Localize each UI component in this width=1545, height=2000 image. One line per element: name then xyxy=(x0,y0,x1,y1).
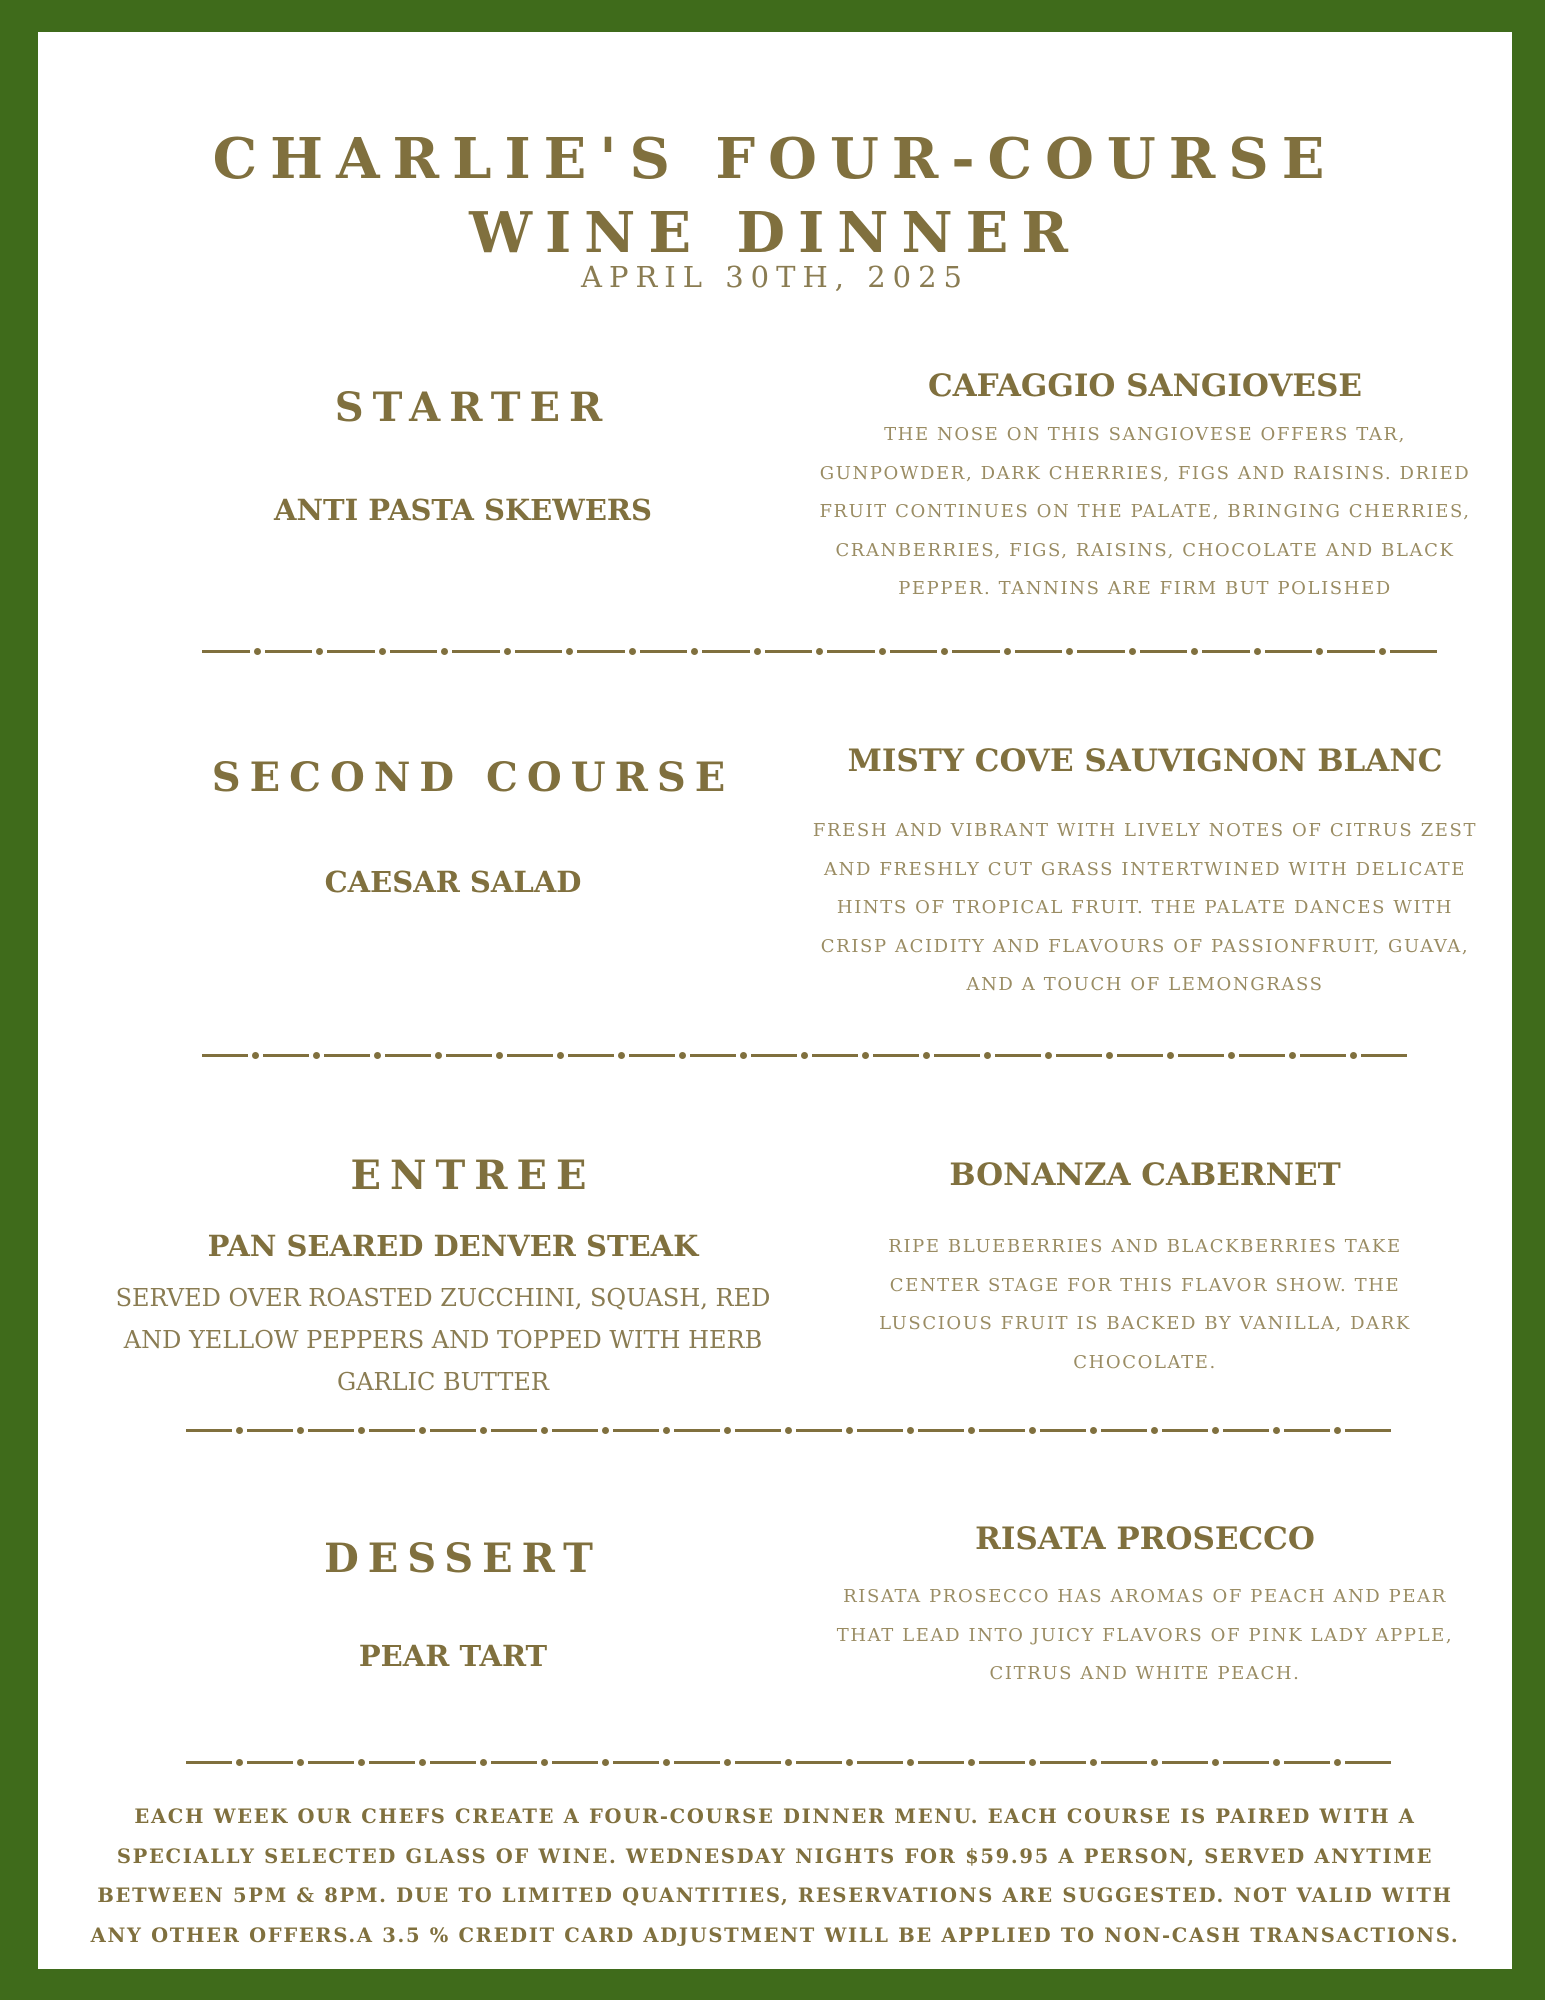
divider-dot xyxy=(629,648,636,655)
divider-dot xyxy=(1316,648,1323,655)
divider-dot xyxy=(254,648,261,655)
divider-dot xyxy=(1334,1427,1341,1434)
wine-name: CAFAGGIO SANGIOVESE xyxy=(927,368,1363,404)
divider-dot xyxy=(1212,1427,1219,1434)
divider-dot xyxy=(1151,1427,1158,1434)
divider-line xyxy=(1345,1761,1391,1764)
divider-dot xyxy=(923,1052,930,1059)
menu-title-line-1: CHARLIE'S FOUR-COURSE xyxy=(212,126,1338,192)
divider-line xyxy=(308,1429,354,1432)
divider-dot xyxy=(1228,1052,1235,1059)
divider-dot xyxy=(1212,1759,1219,1766)
divider-line xyxy=(890,650,938,653)
divider-line xyxy=(1265,650,1313,653)
divider-dot xyxy=(358,1759,365,1766)
divider-line xyxy=(918,1429,964,1432)
divider-line xyxy=(577,650,625,653)
divider-line xyxy=(1284,1429,1330,1432)
divider-line xyxy=(812,1054,858,1057)
divider-line xyxy=(1390,650,1438,653)
divider-line xyxy=(552,1761,598,1764)
divider-line xyxy=(265,650,313,653)
divider-line xyxy=(1223,1429,1269,1432)
divider xyxy=(202,1053,1407,1057)
divider-line xyxy=(827,650,875,653)
divider-dot xyxy=(1045,1052,1052,1059)
divider-line xyxy=(515,650,563,653)
divider-dot xyxy=(236,1427,243,1434)
divider-dot xyxy=(1090,1759,1097,1766)
divider-line xyxy=(202,650,250,653)
divider-line xyxy=(857,1761,903,1764)
divider-line xyxy=(1040,1761,1086,1764)
divider-line xyxy=(873,1054,919,1057)
divider-dot xyxy=(541,1427,548,1434)
divider-dot xyxy=(496,1052,503,1059)
divider-dot xyxy=(907,1759,914,1766)
divider-line xyxy=(1178,1054,1224,1057)
divider-line xyxy=(979,1429,1025,1432)
divider-line xyxy=(796,1761,842,1764)
divider-dot xyxy=(1379,648,1386,655)
divider-dot xyxy=(879,648,886,655)
divider-line xyxy=(735,1761,781,1764)
divider xyxy=(186,1428,1391,1432)
divider-dot xyxy=(602,1759,609,1766)
divider-dot xyxy=(419,1759,426,1766)
divider-line xyxy=(308,1761,354,1764)
divider-line xyxy=(491,1429,537,1432)
divider-dot xyxy=(1066,648,1073,655)
divider-line xyxy=(1327,650,1375,653)
divider-dot xyxy=(602,1427,609,1434)
divider-dot xyxy=(435,1052,442,1059)
event-date: APRIL 30TH, 2025 xyxy=(581,260,969,294)
divider-dot xyxy=(907,1427,914,1434)
divider-dot xyxy=(1106,1052,1113,1059)
wine-notes: RIPE BLUEBERRIES AND BLACKBERRIES TAKE CENTER STAGE FOR THIS FLAVOR SHOW. THE LUSCIOUS FRUIT IS BACKED BY VANILLA, DARK CHOCOLATE. xyxy=(879,1236,1411,1373)
dish-name: PEAR TART xyxy=(358,1639,548,1673)
divider-dot xyxy=(566,648,573,655)
divider-dot xyxy=(1289,1052,1296,1059)
divider-line xyxy=(452,650,500,653)
divider-dot xyxy=(724,1759,731,1766)
divider-line xyxy=(1162,1429,1208,1432)
divider-dot xyxy=(1254,648,1261,655)
divider xyxy=(186,1760,1391,1764)
divider-dot xyxy=(297,1759,304,1766)
divider-dot xyxy=(236,1759,243,1766)
divider-line xyxy=(1101,1429,1147,1432)
divider-dot xyxy=(1273,1427,1280,1434)
divider-line xyxy=(552,1429,598,1432)
divider-dot xyxy=(754,648,761,655)
divider-dot xyxy=(379,648,386,655)
divider-dot xyxy=(1029,1759,1036,1766)
divider-line xyxy=(263,1054,309,1057)
divider-line xyxy=(327,650,375,653)
divider-dot xyxy=(724,1427,731,1434)
divider-line xyxy=(934,1054,980,1057)
divider-dot xyxy=(679,1052,686,1059)
divider-dot xyxy=(374,1052,381,1059)
divider-dot xyxy=(316,648,323,655)
divider-line xyxy=(702,650,750,653)
divider-line xyxy=(629,1054,675,1057)
divider-dot xyxy=(358,1427,365,1434)
divider-dot xyxy=(480,1759,487,1766)
wine-name: MISTY COVE SAUVIGNON BLANC xyxy=(847,743,1443,779)
divider-line xyxy=(1015,650,1063,653)
divider-dot xyxy=(1004,648,1011,655)
divider-dot xyxy=(968,1759,975,1766)
divider-line xyxy=(1140,650,1188,653)
divider-dot xyxy=(785,1759,792,1766)
dish-description: SERVED OVER ROASTED ZUCCHINI, SQUASH, RED AND YELLOW PEPPERS AND TOPPED WITH HERB GARLIC BUTTER xyxy=(115,1284,771,1396)
course-heading: STARTER xyxy=(334,384,612,431)
course-heading: ENTREE xyxy=(350,1152,596,1199)
divider-line xyxy=(390,650,438,653)
divider-dot xyxy=(846,1427,853,1434)
divider-dot xyxy=(663,1427,670,1434)
divider-line xyxy=(430,1761,476,1764)
dish-name: CAESAR SALAD xyxy=(324,865,582,899)
divider-dot xyxy=(313,1052,320,1059)
divider-line xyxy=(1101,1761,1147,1764)
divider-line xyxy=(568,1054,614,1057)
divider-dot xyxy=(441,648,448,655)
divider-line xyxy=(1300,1054,1346,1057)
divider-dot xyxy=(941,648,948,655)
divider-dot xyxy=(816,648,823,655)
divider-line xyxy=(796,1429,842,1432)
divider-line xyxy=(247,1429,293,1432)
divider-dot xyxy=(480,1427,487,1434)
wine-notes: FRESH AND VIBRANT WITH LIVELY NOTES OF CITRUS ZEST AND FRESHLY CUT GRASS INTERTWINED WITH DELICATE HINTS OF TROPICAL FRUIT. THE PALATE DANCES WITH CRISP ACIDITY AND FLAVOURS OF PASSIONFRUIT, GUAVA, AND A TOUCH OF LEMONGRASS xyxy=(812,820,1478,996)
divider-line xyxy=(995,1054,1041,1057)
footer-notice: EACH WEEK OUR CHEFS CREATE A FOUR-COURSE DINNER MENU. EACH COURSE IS PAIRED WITH A SPECIALLY SELECTED GLASS OF WINE. WEDNESDAY NIGHTS FOR $59.95 A PERSON, SERVED ANYTIME BETWEEN 5PM & 8PM. DUE TO LIMITED QUANTITIES, RESERVATIONS ARE SUGGESTED. NOT VALID WITH ANY OTHER OFFERS.A 3.5 % CREDIT CARD ADJUSTMENT WILL BE APPLIED TO NON-CASH TRANSACTIONS. xyxy=(90,1805,1460,1947)
divider-line xyxy=(369,1429,415,1432)
divider-dot xyxy=(419,1427,426,1434)
divider-line xyxy=(735,1429,781,1432)
divider-dot xyxy=(1090,1427,1097,1434)
divider-line xyxy=(1040,1429,1086,1432)
divider-dot xyxy=(1334,1759,1341,1766)
divider-dot xyxy=(801,1052,808,1059)
divider-line xyxy=(979,1761,1025,1764)
divider-dot xyxy=(862,1052,869,1059)
divider-dot xyxy=(1129,648,1136,655)
divider-dot xyxy=(541,1759,548,1766)
divider-line xyxy=(186,1429,232,1432)
divider-dot xyxy=(1167,1052,1174,1059)
divider-dot xyxy=(740,1052,747,1059)
menu-title-line-2: WINE DINNER xyxy=(469,200,1081,266)
divider-line xyxy=(857,1429,903,1432)
divider-line xyxy=(446,1054,492,1057)
divider-line xyxy=(613,1429,659,1432)
divider-line xyxy=(952,650,1000,653)
divider-line xyxy=(1284,1761,1330,1764)
divider-line xyxy=(1361,1054,1407,1057)
divider-line xyxy=(751,1054,797,1057)
divider-line xyxy=(507,1054,553,1057)
divider-line xyxy=(1056,1054,1102,1057)
divider-dot xyxy=(984,1052,991,1059)
divider-line xyxy=(1162,1761,1208,1764)
wine-name: BONANZA CABERNET xyxy=(949,1157,1341,1193)
divider-line xyxy=(690,1054,736,1057)
divider-line xyxy=(918,1761,964,1764)
divider xyxy=(202,649,1437,653)
wine-name: RISATA PROSECCO xyxy=(975,1521,1315,1557)
divider-dot xyxy=(1029,1427,1036,1434)
course-heading: DESSERT xyxy=(324,1535,602,1582)
wine-notes: THE NOSE ON THIS SANGIOVESE OFFERS TAR, GUNPOWDER, DARK CHERRIES, FIGS AND RAISINS. DRIED FRUIT CONTINUES ON THE PALATE, BRINGING CHERRIES, CRANBERRIES, FIGS, RAISINS, CHOCOLATE AND BLACK PEPPER. TANNINS ARE FIRM BUT POLISHED xyxy=(819,424,1471,600)
divider-dot xyxy=(1273,1759,1280,1766)
divider-dot xyxy=(968,1427,975,1434)
divider-line xyxy=(247,1761,293,1764)
wine-notes: RISATA PROSECCO HAS AROMAS OF PEACH AND PEAR THAT LEAD INTO JUICY FLAVORS OF PINK LADY APPLE, CITRUS AND WHITE PEACH. xyxy=(836,1586,1454,1685)
divider-line xyxy=(1239,1054,1285,1057)
dish-name: ANTI PASTA SKEWERS xyxy=(274,493,652,527)
divider-line xyxy=(186,1761,232,1764)
divider-dot xyxy=(846,1759,853,1766)
divider-dot xyxy=(691,648,698,655)
divider-dot xyxy=(252,1052,259,1059)
divider-line xyxy=(369,1761,415,1764)
divider-line xyxy=(613,1761,659,1764)
divider-line xyxy=(491,1761,537,1764)
divider-dot xyxy=(557,1052,564,1059)
divider-line xyxy=(765,650,813,653)
divider-dot xyxy=(1151,1759,1158,1766)
divider-dot xyxy=(504,648,511,655)
divider-dot xyxy=(618,1052,625,1059)
divider-dot xyxy=(1350,1052,1357,1059)
divider-line xyxy=(430,1429,476,1432)
course-heading: SECOND COURSE xyxy=(211,754,735,801)
divider-line xyxy=(1117,1054,1163,1057)
divider-line xyxy=(324,1054,370,1057)
divider-line xyxy=(202,1054,248,1057)
divider-line xyxy=(1202,650,1250,653)
divider-line xyxy=(1345,1429,1391,1432)
divider-dot xyxy=(1191,648,1198,655)
divider-line xyxy=(640,650,688,653)
divider-line xyxy=(1223,1761,1269,1764)
divider-line xyxy=(674,1429,720,1432)
menu-page xyxy=(38,32,1512,1969)
divider-line xyxy=(385,1054,431,1057)
divider-line xyxy=(1077,650,1125,653)
divider-dot xyxy=(663,1759,670,1766)
dish-name: PAN SEARED DENVER STEAK xyxy=(207,1229,699,1263)
divider-dot xyxy=(297,1427,304,1434)
divider-dot xyxy=(785,1427,792,1434)
divider-line xyxy=(674,1761,720,1764)
